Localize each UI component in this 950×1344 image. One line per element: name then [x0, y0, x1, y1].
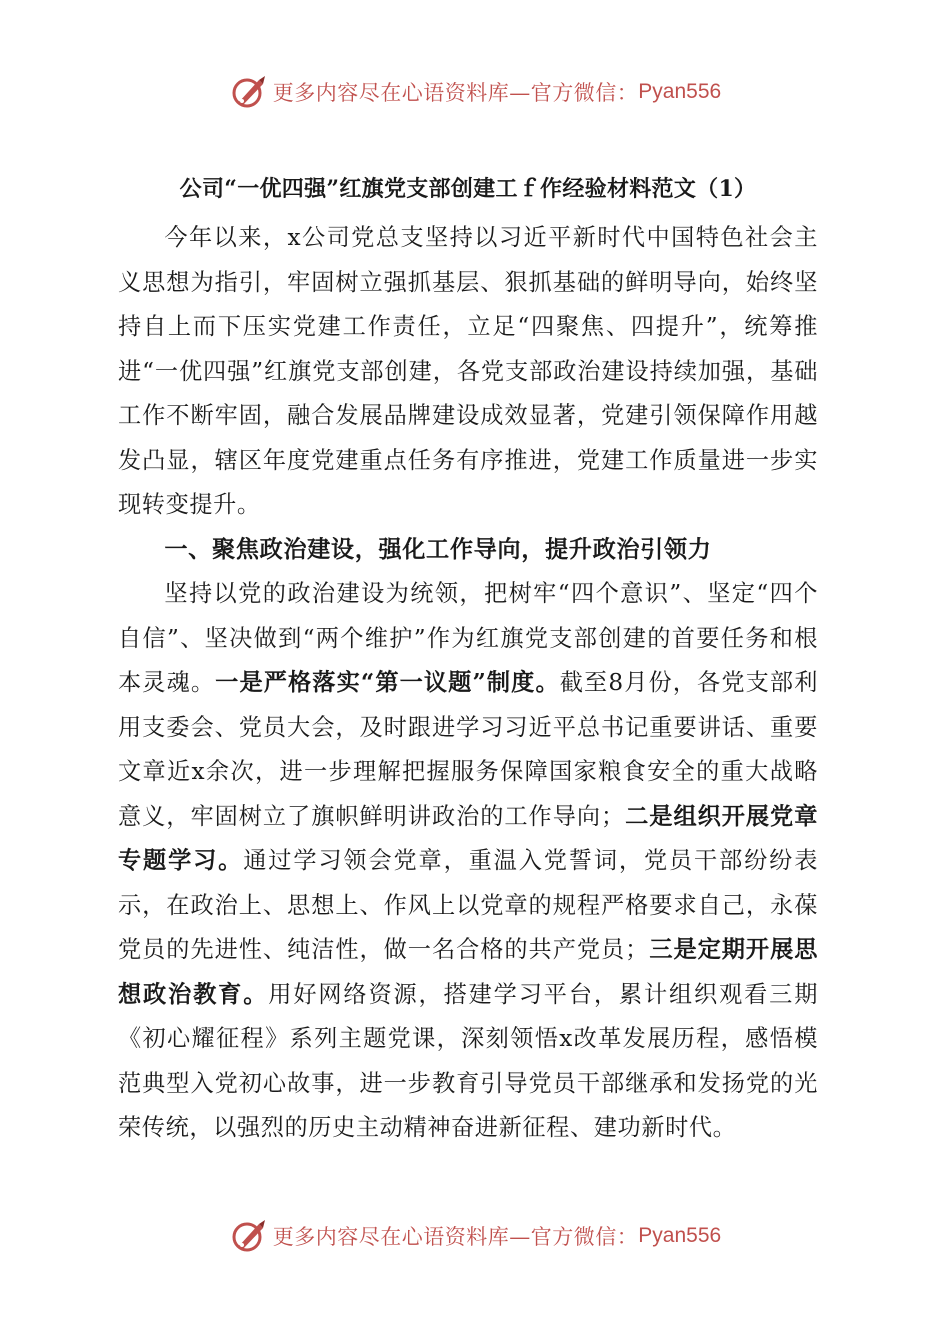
section-1-point-3: 三是定期开展思想政治教育。: [118, 936, 819, 1008]
section-1-text-2: 截至8月份，各党支部利用支委会、党员大会，及时跟进学习习近平总书记重要讲话、重要文章近x余次，进一步理解把握服务保障国家粮食安全的重大战略意义，牢固树立了旗帜鲜明讲政治的工作导向；: [118, 669, 818, 830]
section-1-text-3: 通过学习领会党章，重温入党誓词，党员干部纷纷表示，在政治上、思想上、作风上以党章的规程严格要求自己，永葆党员的先进性、纯洁性，做一名合格的共产党员；: [118, 847, 818, 963]
header-watermark: [0, 70, 950, 114]
pen-nib-logo-icon: [229, 1216, 269, 1256]
watermark-text: 更多内容尽在心语资料库—官方微信：: [272, 1225, 639, 1249]
watermark-wechat-id: Pyan556: [638, 1224, 722, 1247]
section-1-heading: 一、聚焦政治建设，强化工作导向，提升政治引领力: [164, 535, 712, 563]
pen-nib-logo-icon: [229, 72, 269, 112]
watermark-wechat-id: Pyan556: [638, 80, 722, 103]
section-1-point-2: 二是组织开展党章专题学习。: [118, 802, 818, 874]
footer-watermark: [0, 1214, 950, 1258]
intro-paragraph: 今年以来，x公司党总支坚持以习近平新时代中国特色社会主义思想为指引，牢固树立强抓基层、狠抓基础的鲜明导向，始终坚持自上而下压实党建工作责任，立足“四聚焦、四提升”，统筹推进“一优四强”红旗党支部创建，各党支部政治建设持续加强，基础工作不断牢固，融合发展品牌建设成效显著，党建引领保障作用越发凸显，辖区年度党建重点任务有序推进，党建工作质量进一步实现转变提升。: [118, 224, 818, 518]
document-title: 公司“一优四强”红旗党支部创建工ｆ作经验材料范文（1）: [179, 176, 757, 202]
section-1-paragraph: [118, 572, 818, 1151]
section-1-point-1: 一是严格落实“第一议题”制度。: [215, 669, 560, 696]
section-1-text-4: 用好网络资源，搭建学习平台，累计组织观看三期《初心耀征程》系列主题党课，深刻领悟x改革发展历程，感悟模范典型入党初心故事，进一步教育引导党员干部继承和发扬党的光荣传统，以强烈的历史主动精神奋进新征程、建功新时代。: [118, 980, 818, 1141]
document-body: [118, 172, 818, 1151]
section-1-text-1: 坚持以党的政治建设为统领，把树牢“四个意识”、坚定“四个自信”、坚决做到“两个维护”作为红旗党支部创建的首要任务和根本灵魂。: [118, 580, 818, 696]
watermark-text: 更多内容尽在心语资料库—官方微信：: [272, 81, 639, 105]
